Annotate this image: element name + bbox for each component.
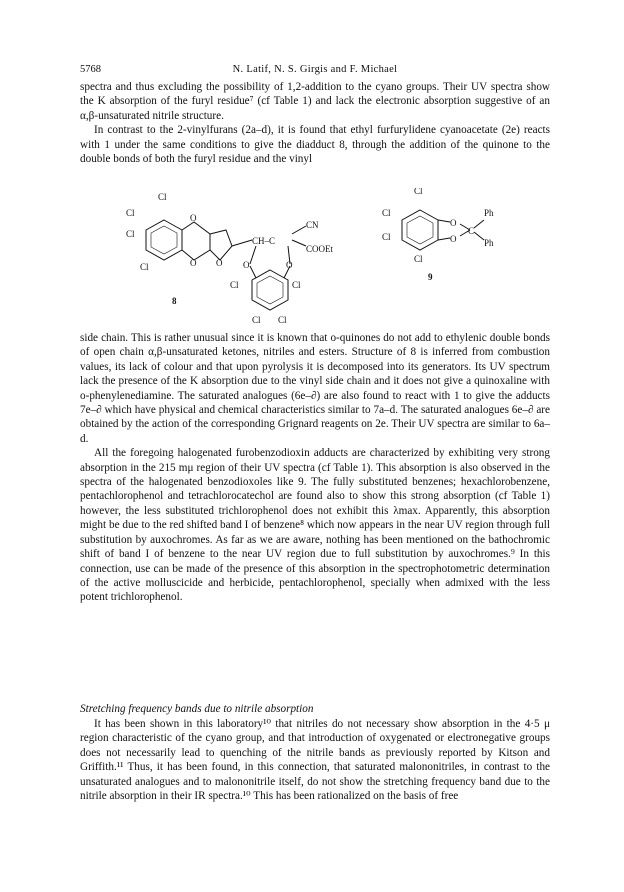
cn-label: CN <box>306 220 319 230</box>
cl-label: Cl <box>292 280 301 290</box>
cl-label: Cl <box>140 262 149 272</box>
text-block-middle <box>80 331 550 605</box>
furan-ring-8 <box>210 230 232 260</box>
dioxin-ring-8 <box>182 222 210 260</box>
paragraph-halogenated-adducts: All the foregoing halogenated furobenzodioxin adducts are characterized by exhibiting very strong absorption in the 215 mμ region of their UV spectra (cf Table 1). This absorption is also observed in the spectra of the halogenated benzodioxoles like 9. The fully substituted benzenes; hexachlorobenzene, pentachlorophenol and tetrachlorocatechol are found also to show this strong absorption (cf Table 1) however, the less substituted trichlorophenol does not exhibit this λmax. Apparently, this absorption might be due to the red shifted band I of benzene⁸ which now appears in the near UV region through full substitution by auxochromes. As far as we are aware, nothing has been mentioned on the bathochromic shift of band I of benzene to the near UV region due to full substitution by auxochromes.⁹ In this connection, use can be made of the presence of this absorption in the spectrophotometric determination of the active molluscicide and herbicide, pentachlorophenol, specially when admixed with the less potent trichlorophenol. <box>80 447 550 604</box>
text-block-bottom <box>80 717 550 803</box>
structures-svg <box>80 188 550 326</box>
paragraph-side-chain: side chain. This is rather unusual since it is known that o-quinones do not add to ethylenic double bonds of open chain α,β-unsaturated ketones, nitriles and esters. Structure of 8 is inferred from combustion values, its lack of colour and that upon pyrolysis it is decomposed into its generators. Its UV spectrum lack the presence of the K absorption due to the vinyl side chain and it does not give a quinoxaline with o-phenylenediamine. The saturated analogues (6e–∂) are also found to react with 1 to give the adducts 7e–∂ which have physical and chemical characteristics similar to 7a–d. The saturated analogues 6e–∂ are obtained by the action of the corresponding Grignard reagents on 2e. Their UV spectra are similar to 6a–d. <box>80 332 550 445</box>
cl-label: Cl <box>158 192 167 202</box>
o-label: O <box>216 258 223 268</box>
running-header <box>80 64 550 78</box>
o-label: O <box>243 260 250 270</box>
cl-label: Cl <box>382 232 391 242</box>
compound-9-label: 9 <box>428 272 433 282</box>
cl-label: Cl <box>382 208 391 218</box>
o-label: O <box>450 234 457 244</box>
cooet-label: COOEt <box>306 244 333 254</box>
ch-c-label: CH–C <box>252 236 276 246</box>
ph-label: Ph <box>484 208 494 218</box>
o-label: O <box>286 260 293 270</box>
ph-label: Ph <box>484 238 494 248</box>
paragraph-uv-spectra: spectra and thus excluding the possibility of 1,2-addition to the cyano groups. Their UV spectra show the K absorption of the furyl residue⁷ (cf Table 1) and lack the electronic absorption suggestive of an α,β-unsaturated nitrile structure. <box>80 81 550 122</box>
o-label: O <box>190 258 197 268</box>
page-number: 5768 <box>80 64 101 75</box>
chemical-structures-figure <box>80 188 550 326</box>
paragraph-diadduct: In contrast to the 2-vinylfurans (2a–d), it is found that ethyl furfurylidene cyanoacetate (2e) reacts with 1 under the same conditions to give the diadduct 8, through the addition of the quinone to the double bonds of both the furyl residue and the vinyl <box>80 124 550 166</box>
compound-8-label: 8 <box>172 296 177 306</box>
cl-label: Cl <box>230 280 239 290</box>
cl-label: Cl <box>414 188 423 196</box>
cl-label: Cl <box>126 208 135 218</box>
paragraph-nitrile-absorption: It has been shown in this laboratory¹⁰ that nitriles do not necessary show absorption in the 4·5 μ region characteristic of the cyano group, and that introduction of oxygenated or electronegative groups does not necessarily lead to quenching of the nitrile bands as previously reported by Kitson and Griffith.¹¹ Thus, it has been found, in this connection, that saturated malononitriles, in contrast to the unsaturated analogues and to malononitrile itself, do not show the stretching frequency band due to the nitrile absorption in their IR spectra.¹⁰ This has been rationalized on the basis of free <box>80 718 550 803</box>
section-heading: Stretching frequency bands due to nitrile absorption <box>80 703 314 715</box>
o-label: O <box>190 213 197 223</box>
cl-label: Cl <box>278 315 287 325</box>
c-label: C <box>468 226 475 236</box>
cl-label: Cl <box>414 254 423 264</box>
running-authors: N. Latif, N. S. Girgis and F. Michael <box>232 64 398 75</box>
text-block-top <box>80 80 550 166</box>
cl-label: Cl <box>252 315 261 325</box>
cl-label: Cl <box>126 229 135 239</box>
o-label: O <box>450 218 457 228</box>
